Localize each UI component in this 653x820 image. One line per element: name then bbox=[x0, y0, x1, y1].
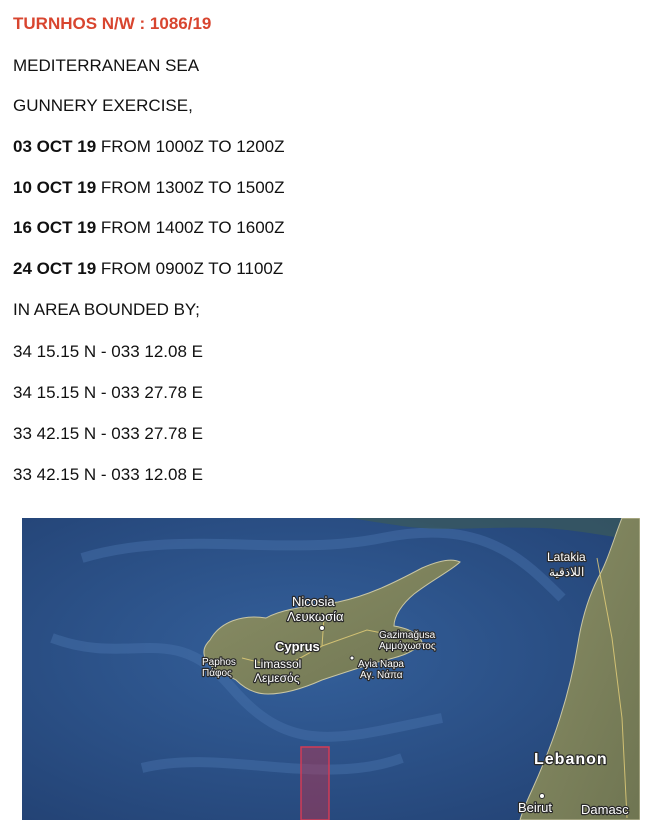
label-latakia: Latakia bbox=[547, 550, 586, 564]
area-map[interactable] bbox=[22, 518, 640, 820]
schedule-date: 24 OCT 19 bbox=[13, 259, 97, 278]
label-ayia-napa: Ayia Napa bbox=[358, 659, 404, 670]
schedule-date: 10 OCT 19 bbox=[13, 178, 97, 197]
label-gazimagusa-greek: Αμμόχωστος bbox=[379, 641, 436, 652]
map-canvas bbox=[22, 518, 640, 820]
exercise-area[interactable] bbox=[301, 747, 329, 820]
coordinate-line: 33 42.15 N - 033 12.08 E bbox=[13, 465, 203, 484]
schedule-row bbox=[13, 259, 283, 279]
bounded-intro: IN AREA BOUNDED BY; bbox=[13, 300, 200, 319]
warning-activity: GUNNERY EXERCISE, bbox=[13, 96, 193, 115]
schedule-time: FROM 1300Z TO 1500Z bbox=[100, 178, 285, 197]
coordinate-line: 33 42.15 N - 033 27.78 E bbox=[13, 424, 203, 443]
label-ayia-napa-greek: Αγ. Νάπα bbox=[360, 670, 403, 681]
label-beirut: Beirut bbox=[518, 800, 552, 815]
warning-area: MEDITERRANEAN SEA bbox=[13, 56, 200, 75]
schedule-time: FROM 1000Z TO 1200Z bbox=[100, 137, 285, 156]
schedule-row bbox=[13, 137, 285, 157]
schedule-time: FROM 1400Z TO 1600Z bbox=[100, 218, 285, 237]
schedule-row bbox=[13, 218, 285, 238]
label-limassol: Limassol bbox=[254, 657, 302, 671]
schedule-time: FROM 0900Z TO 1100Z bbox=[100, 259, 284, 278]
schedule-row bbox=[13, 178, 285, 198]
label-paphos-greek: Πάφος bbox=[202, 668, 232, 679]
label-latakia-arabic: اللاذقية bbox=[549, 565, 585, 579]
warning-title: TURNHOS N/W : 1086/19 bbox=[13, 14, 212, 33]
schedule-date: 03 OCT 19 bbox=[13, 137, 97, 156]
label-nicosia: Nicosia bbox=[292, 594, 335, 609]
label-damascus: Damasc bbox=[581, 802, 629, 817]
label-nicosia-greek: Λευκωσία bbox=[287, 609, 344, 624]
label-cyprus: Cyprus bbox=[275, 639, 320, 654]
coordinate-line: 34 15.15 N - 033 12.08 E bbox=[13, 342, 203, 361]
label-paphos: Paphos bbox=[202, 657, 236, 668]
schedule-date: 16 OCT 19 bbox=[13, 218, 97, 237]
label-lebanon: Lebanon bbox=[534, 751, 608, 768]
label-limassol-greek: Λεμεσός bbox=[254, 671, 300, 685]
label-gazimagusa: Gazimağusa bbox=[379, 630, 436, 641]
coordinate-line: 34 15.15 N - 033 27.78 E bbox=[13, 383, 203, 402]
